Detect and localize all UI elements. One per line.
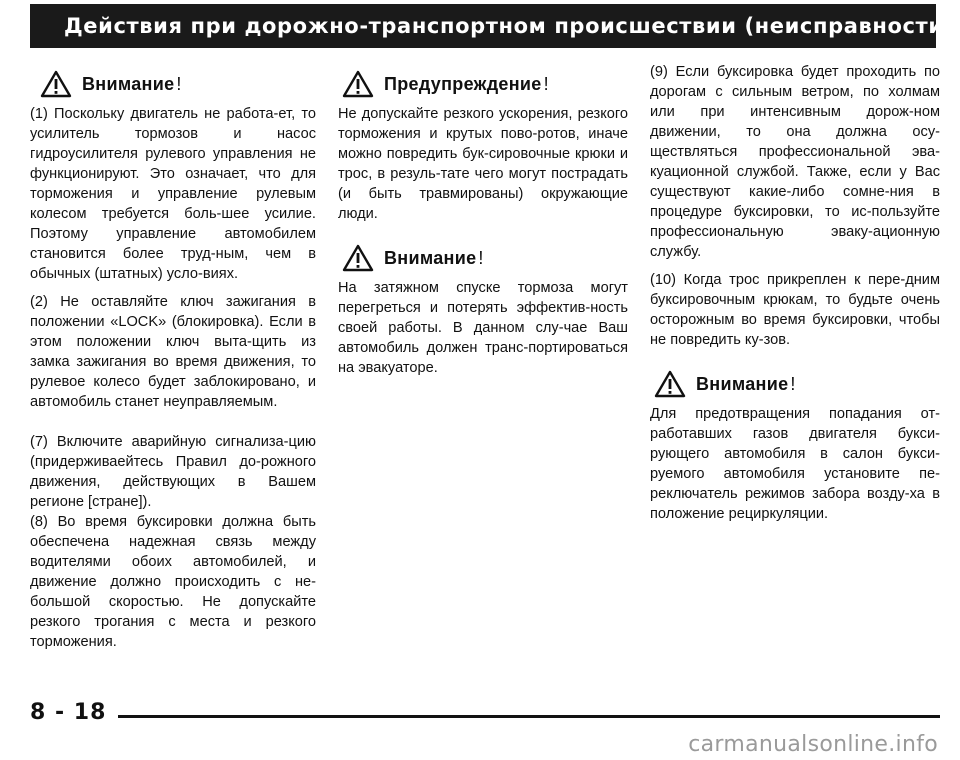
column-left	[30, 62, 316, 652]
caution-heading-2	[342, 244, 628, 272]
caution-paragraph-2: На затяжном спуске тормоза могут перегреться и потерять эффектив-ность своей работы. В данном слу-чае Ваш автомобиль должен транс-портироваться на эвакуаторе.	[338, 280, 628, 376]
watermark: carmanualsonline.info	[688, 732, 938, 757]
paragraph-2: (2) Не оставляйте ключ зажигания в положении «LOCK» (блокировка). Если в этом положении ключ выта-щить из замка зажигания во время движения, то рулевое колесо будет заблокировано, и автомобиль станет неуправляемым.	[30, 294, 316, 410]
caution-heading-text: Внимание	[82, 73, 175, 94]
warning-heading	[342, 70, 628, 98]
caution-paragraph-3: Для предотвращения попадания от-работавших газов двигателя букси-рующего автомобиля в салон букси-руемого автомобиля установите пе-реключатель режимов забора возду-ха в положение рециркуляции.	[650, 406, 940, 522]
warning-paragraph: Не допускайте резкого ускорения, резкого торможения и крутых пово-ротов, иначе можно повредить бук-сировочные крюки и трос, в резуль-тате чего могут пострадать (и быть травмированы) окружающие люди.	[338, 106, 628, 222]
caution-heading-2-mark: !	[478, 247, 484, 268]
caution-heading	[34, 70, 316, 98]
footer-rule	[118, 715, 940, 718]
caution-heading-3	[654, 370, 940, 398]
section-title: Действия при дорожно-транспортном происшествии (неисправности)	[64, 14, 954, 38]
caution-heading-2-text: Внимание	[384, 247, 477, 268]
page-number: 8 - 18	[30, 700, 107, 725]
warning-heading-mark: !	[543, 73, 549, 94]
warning-triangle-icon	[342, 70, 374, 98]
warning-triangle-icon	[40, 70, 72, 98]
warning-heading-text: Предупреждение	[384, 73, 542, 94]
caution-heading-3-mark: !	[790, 373, 796, 394]
paragraph-1: (1) Поскольку двигатель не работа-ет, то усилитель тормозов и насос гидроусилителя рулевого управления не функционируют. Это означает, что для торможения и управление рулевым колесом требуется боль-шее усилие. Поэтому управление автомобилем становится более труд-ным, чем в обычных (штатных) усло-виях.	[30, 106, 316, 282]
caution-heading-3-text: Внимание	[696, 373, 789, 394]
section-header-bar	[30, 4, 954, 48]
paragraph-7: (7) Включите аварийную сигнализа-цию (придерживаейтесь Правил до-рожного движения, действующих в Вашем регионе [стране]).	[30, 434, 316, 510]
paragraph-10: (10) Когда трос прикреплен к пере-дним буксировочным крюкам, то будьте очень осторожным во время буксировки, чтобы не повредить ку-зов.	[650, 272, 940, 348]
column-middle	[338, 62, 628, 378]
caution-heading-mark: !	[176, 73, 182, 94]
paragraph-8: (8) Во время буксировки должна быть обеспечена надежная связь между водителями обоих автомобилей, и движение должно происходить с не-большой скоростью. Не допускайте резкого трогания с места и резкого торможения.	[30, 514, 316, 650]
warning-triangle-icon	[342, 244, 374, 272]
paragraph-9: (9) Если буксировка будет проходить по дорогам с сильным ветром, по холмам или при интенсивным дорож-ном движении, то она должна осу-ществляться профессиональной эва-куационной службой. Также, если у Вас существуют какие-либо сомне-ния в процедуре буксировки, то ис-пользуйте профессиональную эваку-ационную службу.	[650, 64, 940, 260]
column-right	[650, 62, 940, 524]
warning-triangle-icon	[654, 370, 686, 398]
